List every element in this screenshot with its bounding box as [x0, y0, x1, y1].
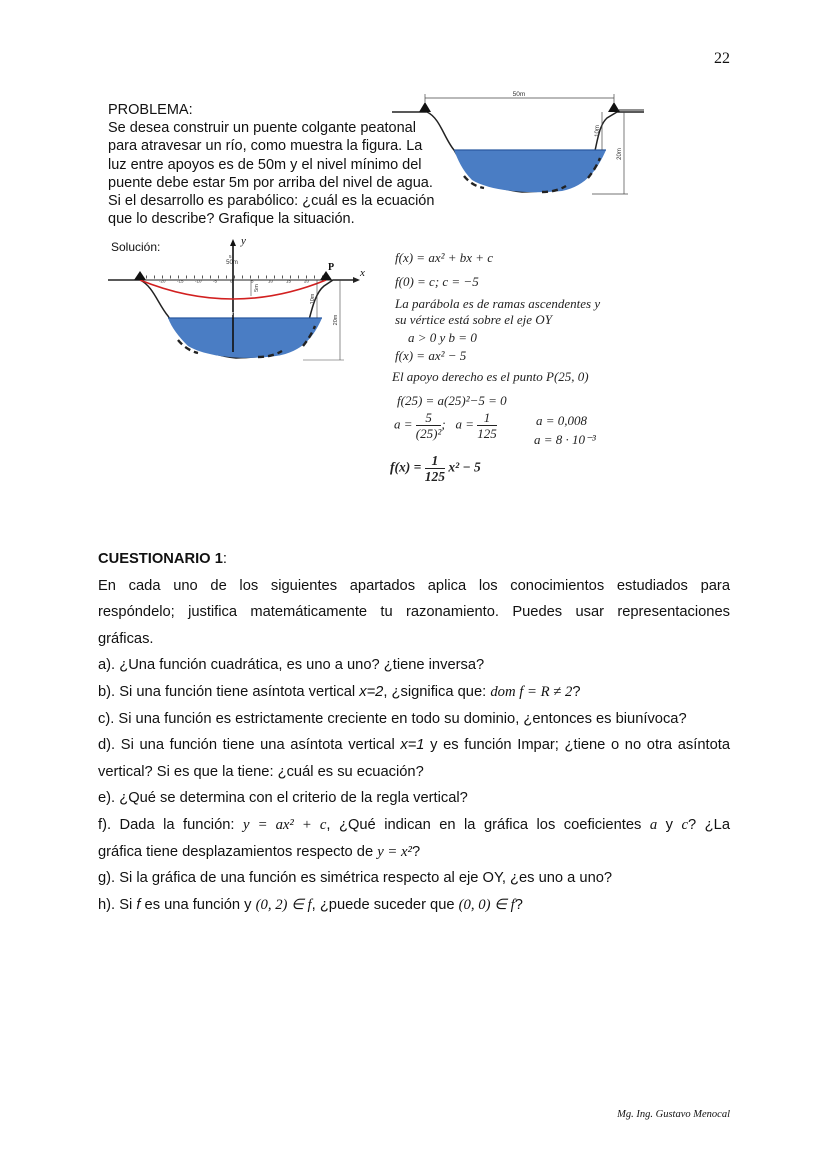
fraction: $\frac{5}{\text{(25)²}}$: [415, 410, 442, 441]
problem-heading: PROBLEMA:: [108, 102, 193, 118]
dim-10m-label: 10m: [310, 293, 316, 305]
water-level-label: Nivel de máxima crecida.: [197, 311, 259, 317]
questionnaire: [98, 546, 730, 918]
equation-general: f(x) = ax² + bx + c: [395, 250, 494, 265]
dim-20m-label: 20m: [333, 314, 339, 326]
question-g: g). Si la gráfica de una función es simétrica respecto al eje OY, ¿es uno a uno?: [98, 870, 613, 887]
support-point-line: El apoyo derecho es el punto P(25, 0): [392, 369, 589, 384]
water-level-label: Nivel de máxima crecida.: [478, 142, 546, 148]
question-a: a). ¿Una función cuadrática, es uno a uno? ¿tiene inversa?: [98, 657, 485, 674]
explanation-line: La parábola es de ramas ascendentes y: [395, 296, 601, 311]
y-axis-label: y: [241, 236, 246, 247]
tick-label: -5: [213, 278, 218, 284]
equation-reduced: f(x) = ax² − 5: [395, 348, 467, 363]
intro-line: gráficas.: [98, 630, 154, 647]
problem-line: Si el desarrollo es parabólico: ¿cuál es la ecuación: [108, 193, 435, 210]
tick-label: 5: [251, 278, 254, 284]
a-decimal: a = 0,008: [536, 413, 588, 428]
question-h: h). Si f es una función y (0, 2) ∈ f, ¿puede suceder que (0, 0) ∈ f?: [98, 896, 523, 913]
equation-c: f(0) = c; c = −5: [395, 274, 479, 289]
condition-line: a > 0 y b = 0: [408, 330, 477, 345]
question-f-cont: gráfica tiene desplazamientos respecto de y = x²?: [98, 843, 421, 860]
final-equation: f(x) = $\frac{1}{125}$ x² − 5: [390, 453, 481, 484]
point-p-label: P: [328, 262, 335, 273]
question-d-cont: vertical? Si es que la tiene: ¿cuál es su ecuación?: [98, 763, 424, 780]
problem-line: Se desea construir un puente colgante peatonal: [108, 120, 416, 137]
fraction: $\frac{1}{125}$: [424, 453, 445, 484]
footer-author: Mg. Ing. Gustavo Menocal: [617, 1109, 730, 1120]
span-label: 50m: [512, 91, 526, 98]
problem-line: puente debe estar 5m por arriba del nivel de agua.: [108, 174, 433, 191]
left-support-icon: [419, 102, 431, 112]
question-d: d). Si una función tiene una asíntota vertical x=1 y es función Impar; ¿tiene o no otra asíntota: [98, 737, 730, 754]
question-f: f). Dada la función: y = ax² + c, ¿Qué indican en la gráfica los coeficientes a y c? ¿La: [98, 816, 730, 833]
top-tick-label: 5: [229, 254, 232, 259]
tick-label: 15: [286, 278, 292, 284]
problem-line: para atravesar un río, como muestra la figura. La: [108, 138, 423, 155]
left-support-icon: [134, 271, 146, 280]
fraction: $\frac{1}{125}$: [477, 410, 497, 441]
solution-label: Solución:: [111, 240, 161, 254]
water-body: [168, 318, 322, 358]
water-body: [454, 150, 606, 192]
solution-graph-figure: [108, 236, 373, 366]
dim-20m-label: 20m: [617, 148, 623, 160]
dim-10m-label: 10m: [595, 125, 601, 137]
question-c: c). Si una función es estrictamente creciente en todo su dominio, ¿entonces es biunívoca?: [98, 710, 687, 727]
question-b: b). Si una función tiene asíntota vertical x=2, ¿significa que: dom f = R ≠ 2?: [98, 683, 581, 700]
questionnaire-title: CUESTIONARIO 1:: [98, 551, 227, 567]
x-axis-label: x: [360, 267, 365, 279]
intro-line: respóndelo; justifica matemáticamente tu razonamiento. Puedes usar representaciones: [98, 604, 730, 621]
tick-label: -15: [177, 278, 184, 284]
equation-substitution: f(25) = a(25)²−5 = 0: [397, 393, 507, 408]
tick-label: 0: [230, 278, 233, 284]
span-label: 50m: [226, 260, 238, 266]
problem-line: que lo describe? Grafique la situación.: [108, 211, 355, 228]
problem-line: luz entre apoyos es de 50m y el nivel mínimo del: [108, 156, 422, 173]
a-scientific: a = 8 · 10⁻³: [534, 432, 596, 447]
tick-label: 20: [304, 278, 310, 284]
question-e: e). ¿Qué se determina con el criterio de la regla vertical?: [98, 790, 468, 807]
tick-label: 10: [268, 278, 274, 284]
tick-label: -20: [159, 278, 166, 284]
explanation-line: su vértice está sobre el eje OY: [395, 312, 552, 327]
sag-5m-label: 5m: [254, 284, 260, 292]
fraction-steps: a = $\frac{5}{\text{(25)²}}$ ; a = $\frac{1}{125}$: [394, 410, 497, 441]
page-number: 22: [714, 50, 730, 67]
intro-line: En cada uno de los siguientes apartados aplica los conocimientos estudiados para: [98, 577, 730, 594]
problem-statement: [108, 101, 438, 228]
tick-label: -10: [195, 278, 202, 284]
river-cross-section-figure: [392, 88, 652, 208]
